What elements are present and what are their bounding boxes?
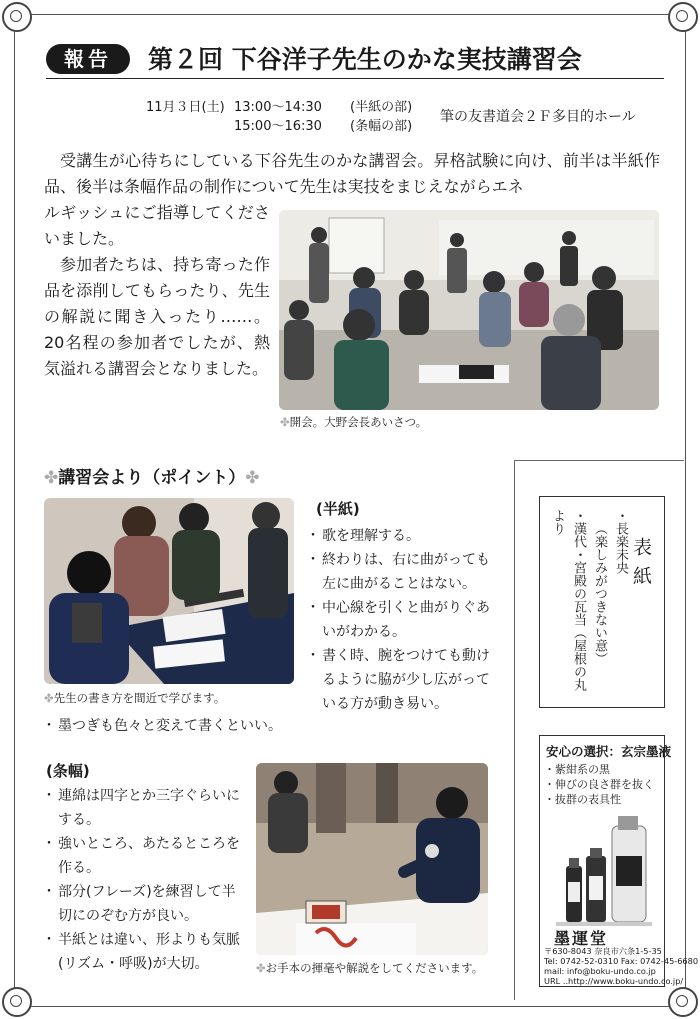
list-item: ・ 終わりは、右に曲がっても左に曲がることはない。 — [308, 548, 500, 596]
corner-ornament — [668, 2, 698, 32]
title-divider — [46, 78, 664, 79]
list-item: ・ 書く時、腕をつけても動けるように脇が少し広がっている方が動き易い。 — [308, 644, 500, 716]
intro-paragraph-2: 参加者たちは、持ち寄った作品を添削してもらったり、先生の解説に聞き入ったり……。20名程の参加者でしたが、熱気溢れる講習会となりました。 — [44, 255, 270, 378]
advertisement — [539, 735, 699, 987]
hanshi-extra-point — [44, 714, 504, 738]
session2-label: (条幅の部) — [350, 119, 413, 134]
list-item: ・ 墨つぎも色々と変えて書くといい。 — [44, 714, 504, 738]
intro-paragraph-1a: 受講生が心待ちにしている下谷先生のかな講習会。昇格試験に向け、前半は半紙作品、後半は条幅作品の制作について先生は実技をまじえながらエネ — [44, 151, 660, 196]
photo-teacher-demo — [44, 498, 294, 684]
list-item: ・ 強いところ、あたるところを作る。 — [44, 832, 244, 880]
flower-icon: ✤ — [256, 961, 266, 975]
photo-brush-demo-caption — [256, 960, 483, 976]
ad-contact — [544, 946, 698, 986]
caption-text: お手本の揮毫や解説をしてくださいます。 — [265, 961, 484, 975]
ad-title: 安心の選択：玄宗墨液 — [546, 744, 672, 759]
photo-brush-demo — [256, 763, 488, 955]
list-item: ・ 半紙とは違い、形よりも気脈(リズム・呼吸)が大切。 — [44, 928, 244, 976]
sidebar-divider-vertical — [514, 460, 515, 1000]
list-item: ・伸びの良さ群を抜く — [544, 778, 654, 791]
intro-paragraph-1b: ルギッシュにご指導してくださいました。 — [44, 203, 270, 248]
session1-label: (半紙の部) — [350, 100, 413, 115]
cover-description — [546, 509, 630, 699]
ad-feature-list — [544, 762, 654, 807]
cover-title: 表紙 — [630, 537, 652, 595]
caption-text: 先生の書き方を間近で学びます。 — [53, 691, 226, 705]
flower-icon: ✤ — [280, 415, 290, 429]
cover-line-2: ・漢代・宮殿の瓦当（屋根の丸 — [571, 509, 586, 691]
venue: 筆の友書道会２Ｆ多目的ホール — [440, 109, 636, 125]
photo-opening-caption — [280, 414, 427, 430]
list-item: ・ 部分(フレーズ)を練習して半切にのぞむ方が良い。 — [44, 880, 244, 928]
corner-ornament — [668, 987, 698, 1017]
cover-line-2b: より — [550, 509, 565, 535]
corner-ornament — [2, 987, 32, 1017]
photo-opening — [279, 210, 659, 410]
page-title: 第２回 下谷洋子先生のかな実技講習会 — [148, 45, 582, 74]
phone-fax: Tel: 0742-52-0310 Fax: 0742-45-6680 — [544, 956, 699, 966]
list-item: ・ 中心線を引くと曲がりぐあいがわかる。 — [308, 596, 500, 644]
list-item: ・ 連綿は四字とか三字ぐらいにする。 — [44, 784, 244, 832]
list-item: ・紫紺系の黒 — [544, 763, 610, 776]
event-date: 11月３日(土) — [146, 100, 225, 115]
hanshi-heading: (半紙) — [316, 500, 360, 518]
corner-ornament — [2, 2, 32, 32]
list-item: ・ 歌を理解する。 — [308, 524, 500, 548]
cover-line-1b: （楽しみがつきない意） — [592, 522, 607, 665]
website: URL ..http://www.boku-undo.co.jp/ — [544, 976, 684, 986]
flower-icon: ✤ — [245, 468, 260, 488]
ink-bottles-image — [556, 816, 652, 926]
hanshi-points — [308, 524, 500, 716]
session2-time: 15:00〜16:30 — [234, 119, 322, 134]
cover-note-box — [539, 496, 665, 708]
report-badge: 報告 — [46, 44, 130, 74]
sidebar-divider-horizontal — [514, 460, 684, 461]
flower-icon: ✤ — [44, 691, 54, 705]
address: 〒630-8043 奈良市六条1-5-35 — [544, 946, 662, 956]
joufuku-heading: (条幅) — [46, 762, 90, 780]
email: mail: info@boku-undo.co.jp — [544, 966, 656, 976]
session1-time: 13:00〜14:30 — [234, 100, 322, 115]
joufuku-points — [44, 784, 244, 976]
caption-text: 開会。大野会長あいさつ。 — [289, 415, 428, 429]
flower-icon: ✤ — [44, 468, 59, 488]
brand-logo: 墨運堂 — [554, 929, 609, 948]
section-title-text: 講習会より（ポイント） — [58, 468, 246, 488]
points-section-title — [44, 463, 260, 488]
photo-teacher-demo-caption — [44, 690, 225, 706]
cover-line-1: ・長楽未央 — [613, 509, 628, 574]
list-item: ・抜群の表具性 — [544, 793, 621, 806]
